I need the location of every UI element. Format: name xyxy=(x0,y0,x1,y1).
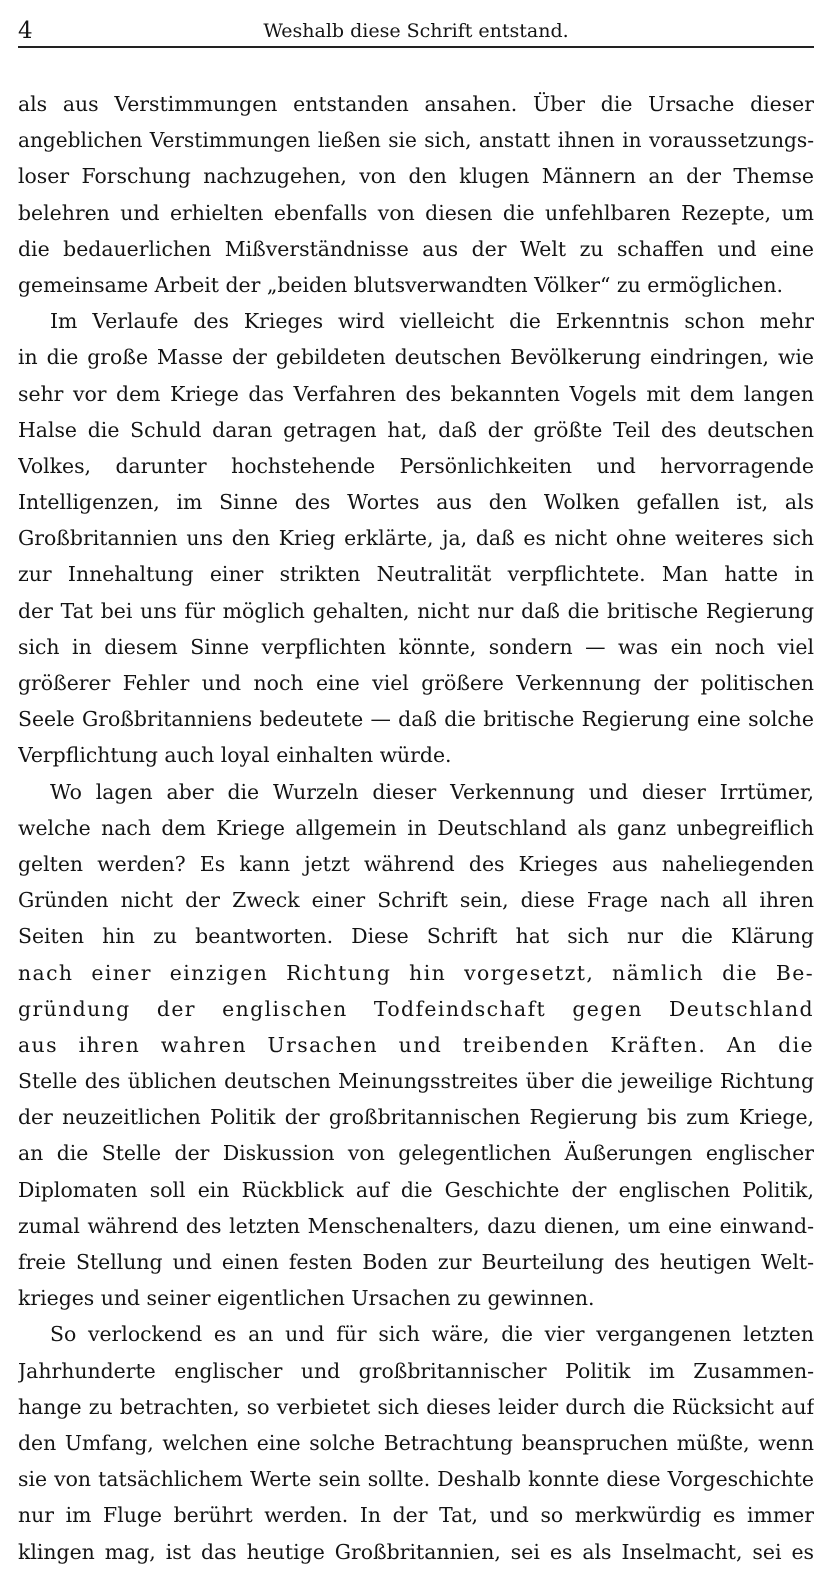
text-line: in die große Masse der gebildeten deutschen Bevölkerung eindringen, wie xyxy=(18,345,814,370)
text-line: angeblichen Verstimmungen ließen sie sich, anstatt ihnen in voraussetzungs- xyxy=(18,128,814,153)
text-line: klingen mag, ist das heutige Großbritannien, sei es als Inselmacht, sei es xyxy=(18,1539,814,1564)
text-line: Halse die Schuld daran getragen hat, daß der größte Teil des deutschen xyxy=(18,417,814,442)
text-line: nach einer einzigen Richtung hin vorgesetzt, nämlich die Be- xyxy=(18,960,814,985)
text-line: die bedauerlichen Mißverständnisse aus der Welt zu schaffen und eine xyxy=(18,236,814,261)
text-line: hange zu betrachten, so verbietet sich dieses leider durch die Rücksicht auf xyxy=(18,1394,814,1419)
text-line: Volkes, darunter hochstehende Persönlichkeiten und hervorragende xyxy=(18,453,814,478)
text-line: an die Stelle der Diskussion von gelegentlichen Äußerungen englischer xyxy=(18,1141,814,1166)
text-line: Wo lagen aber die Wurzeln dieser Verkennung und dieser Irrtümer, xyxy=(50,779,814,804)
text-line: Verpflichtung auch loyal einhalten würde. xyxy=(18,743,452,768)
text-line: Seiten hin zu beantworten. Diese Schrift hat sich nur die Klärung xyxy=(18,924,814,949)
text-line: gelten werden? Es kann jetzt während des Krieges aus naheliegenden xyxy=(18,851,814,876)
text-line: nur im Fluge berührt werden. In der Tat, und so merkwürdig es immer xyxy=(18,1503,814,1528)
text-line: zumal während des letzten Menschenalters, dazu dienen, um eine einwand- xyxy=(18,1213,814,1238)
text-line: größerer Fehler und noch eine viel größere Verkennung der politischen xyxy=(18,671,814,695)
text-line: der Tat bei uns für möglich gehalten, nicht nur daß die britische Regierung xyxy=(18,598,814,623)
text-line: Intelligenzen, im Sinne des Wortes aus den Wolken gefallen ist, als xyxy=(18,490,814,515)
text-line: freie Stellung und einen festen Boden zur Beurteilung des heutigen Welt- xyxy=(18,1250,814,1274)
text-line: sehr vor dem Kriege das Verfahren des bekannten Vogels mit dem langen xyxy=(18,381,814,406)
page-header xyxy=(18,6,814,48)
text-line: sie von tatsächlichem Werte sein sollte. Deshalb konnte diese Vorgeschichte xyxy=(18,1467,814,1492)
text-line: zur Innehaltung einer strikten Neutralität verpflichtete. Man hatte in xyxy=(18,562,814,587)
text-line: der neuzeitlichen Politik der großbritannischen Regierung bis zum Kriege, xyxy=(18,1105,814,1130)
text-line: So verlockend es an und für sich wäre, die vier vergangenen letzten xyxy=(50,1322,814,1347)
text-line: Seele Großbritanniens bedeutete — daß die britische Regierung eine solche xyxy=(18,707,814,732)
text-line: Großbritannien uns den Krieg erklärte, ja, daß es nicht ohne weiteres sich xyxy=(18,526,814,551)
text-line: gründung der englischen Todfeindschaft gegen Deutschland xyxy=(18,996,814,1021)
text-line: Im Verlaufe des Krieges wird vielleicht die Erkenntnis schon mehr xyxy=(50,309,814,334)
text-line: gemeinsame Arbeit der „beiden blutsverwandten Völker“ zu ermöglichen. xyxy=(18,272,783,297)
text-line: Gründen nicht der Zweck einer Schrift sein, diese Frage nach all ihren xyxy=(18,888,814,913)
running-title: Weshalb diese Schrift entstand. xyxy=(263,20,569,42)
text-line: sich in diesem Sinne verpflichten könnte, sondern — was ein noch viel xyxy=(18,634,814,659)
text-line: als aus Verstimmungen entstanden ansahen. Über die Ursache dieser xyxy=(18,92,814,116)
text-line: belehren und erhielten ebenfalls von diesen die unfehlbaren Rezepte, um xyxy=(18,200,814,225)
page-number: 4 xyxy=(18,18,33,44)
text-line: aus ihren wahren Ursachen und treibenden Kräften. An die xyxy=(18,1032,814,1057)
body-text xyxy=(18,86,814,1570)
text-line: Diplomaten soll ein Rückblick auf die Geschichte der englischen Politik, xyxy=(18,1177,814,1202)
text-line: welche nach dem Kriege allgemein in Deutschland als ganz unbegreiflich xyxy=(18,815,814,840)
text-line: den Umfang, welchen eine solche Betrachtung beanspruchen müßte, wenn xyxy=(18,1430,814,1455)
text-line: Jahrhunderte englischer und großbritannischer Politik im Zusammen- xyxy=(18,1358,814,1383)
text-line: krieges und seiner eigentlichen Ursachen zu gewinnen. xyxy=(18,1286,595,1311)
text-line: Stelle des üblichen deutschen Meinungsstreites über die jeweilige Richtung xyxy=(18,1069,814,1094)
text-line: loser Forschung nachzugehen, von den klugen Männern an der Themse xyxy=(18,164,814,189)
